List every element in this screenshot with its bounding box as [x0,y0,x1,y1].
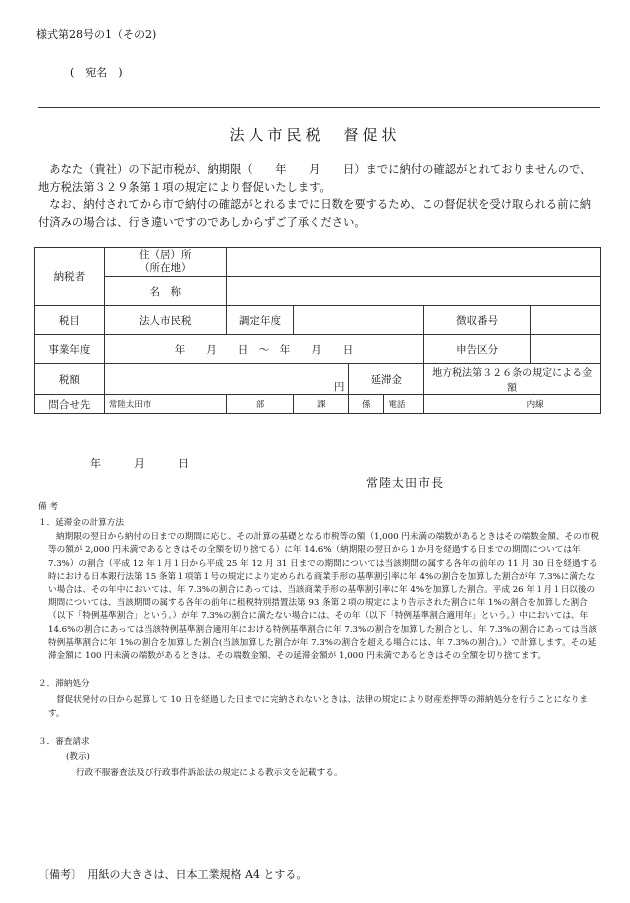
address-label-sub: （所在地） [138,262,192,274]
tax-item-value: 法人市民税 [104,306,226,335]
address-label-main: 住（居）所 [138,249,192,261]
biz-year-value: 年 月 日 ～ 年 月 日 [104,335,423,364]
late-fee-value: 地方税法第３２６条の規定による金額 [424,364,601,395]
form-number: 様式第28号の1（その2) [36,28,157,41]
amount-label: 税額 [35,364,105,395]
name-label: 名 称 [104,277,226,306]
unit-label: 係 [349,395,384,414]
dept-label: 部 [226,395,294,414]
assess-year-label: 調定年度 [226,306,294,335]
declare-field[interactable] [531,335,601,364]
collect-no-field[interactable] [531,306,601,335]
addressee: ( 宛名 ) [70,66,123,79]
assess-year-field[interactable] [294,306,424,335]
tax-form-table [34,247,601,414]
page-title: 法人市民税 督促状 [229,126,401,144]
mayor-signature: 常陸太田市長 [366,476,445,490]
biz-year-label: 事業年度 [35,335,105,364]
name-field[interactable] [226,277,600,306]
contact-city: 常陸太田市 [104,395,226,414]
yen-unit: 円 [333,381,345,393]
amount-field[interactable] [104,364,349,395]
address-label [104,248,226,277]
tax-item-label: 税目 [35,306,105,335]
taxpayer-label: 納税者 [35,248,105,306]
note-2-title: ２．滞納処分 [38,679,90,690]
note-3-title: ３．審査請求 [38,736,90,747]
note-1-title: １．延滞金の計算方法 [38,517,124,528]
intro-text [38,161,600,231]
note-2-body: 督促状発付の日から起算して 10 日を経過した日までに完納されないときは、法律の規定により財産差押等の滞納処分を行うことになります。 [48,694,589,719]
declare-label: 申告区分 [424,335,531,364]
footer-note: 〔備考〕 用紙の大きさは、日本工業規格 A4 とする。 [38,868,308,881]
ext-label: 内線 [424,395,601,414]
intro-paragraph-1: あなた（貴社）の下記市税が、納期限（ 年 月 日）までに納付の確認がとれておりませんので、地方税法第３２９条第１項の規定により督促いたします。 [38,163,592,194]
note-3-body: 行政不服審査法及び行政事件訴訟法の規定による教示文を記載する。 [76,768,343,778]
notes-section [38,500,600,782]
section-label: 課 [294,395,349,414]
collect-no-label: 徴収番号 [424,306,531,335]
intro-paragraph-2: なお、納付されてから市で納付の確認がとれるまでに日数を要するため、この督促状を受け取られる前に納付済みの場合は、行き違いですのであしからずご了承ください。 [38,198,592,229]
late-fee-label: 延滞金 [349,364,424,395]
phone-label: 電話 [384,395,424,414]
notes-head: 備 考 [38,502,58,512]
note-1-body: 納期限の翌日から納付の日までの期間に応じ、その計算の基礎となる市税等の額（1,000 円未満の端数があるときはその端数金額、その市税等の額が 2,000 円未満であるときはその全額を切り捨てる）に年 14.6%（納期限の翌日から１か月を経過する日までの期間については年 7.3%）の割合（平成 12 年１月１日から平成 25 年 12 月 31 日までの期間については当該期間の属する各年の前年の 11 月 30 日を経過する時における日本銀行法第 15 条第１項第１号の規定により定められる商業手形の基準割引率に年 4%の割合を加算した割合が年 7.3%に満たない場合は、その年中においては、年 7.3%の割合にあっては、当該商業手形の基準割引率に年 4%を加算した割合。平成 26 年１月１日以後の期間については、当該期間の属する各年の前年に租税特別措置法第 93 条第２項の規定により告示された割合に年 1%の割合を加算した割合（以下「特例基準割合」という。）が年 7.3%の割合に満たない場合には、その年（以下「特例基準割合適用年」という。）中においては、年 14.6%の割合にあっては当該特例基準割合適用年における特例基準割合に年 7.3%の割合を加算した割合とし、年 7.3%の割合にあっては当該特例基準割合に年 1%の割合を加算した割合(当該加算した割合が年 7.3%の割合を超える場合には、年 7.3%の割合)。）で計算します。その延滞金額に 100 円未満の端数があるときは、その端数金額、その延滞金額が 1,000 円未満であるときはその全額を切り捨てます。 [48,532,599,662]
divider [38,107,600,108]
note-3-sub: (教示) [66,752,90,763]
address-field[interactable] [226,248,600,277]
contact-label: 問合せ先 [35,395,105,414]
issue-date: 年 月 日 [90,457,189,470]
